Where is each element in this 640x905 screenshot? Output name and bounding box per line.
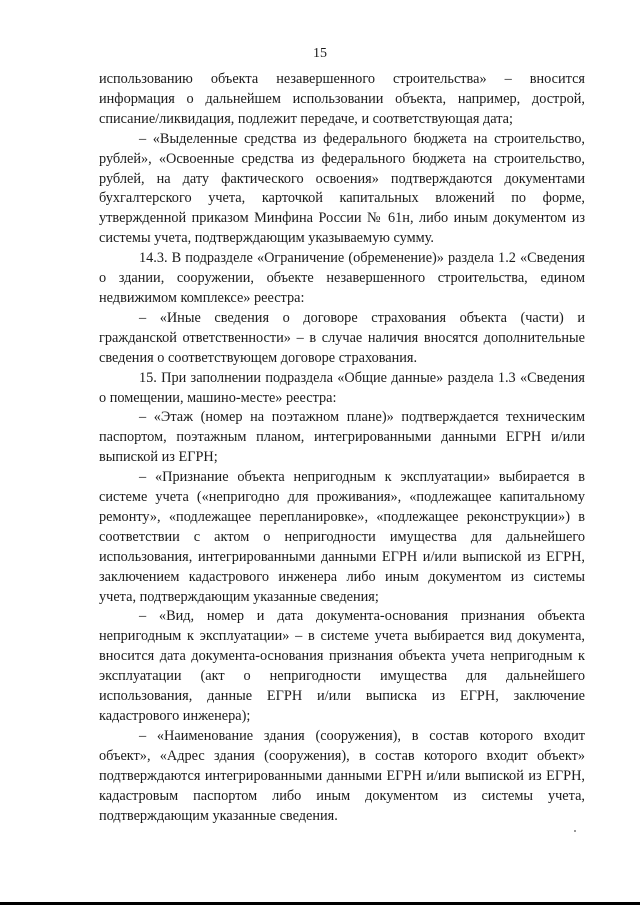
paragraph-federal-budget-funds: – «Выделенные средства из федерального бюджета на строительство, рублей», «Освоенные средства из федерального бюджета на строительство, рублей, на дату фактического освоения» подтверждаются документами бухгалтерского учета, карточкой капитальных вложений по форме, утвержденной приказом Минфина России № 61н, либо иным документом из системы учета, подтверждающим указываемую сумму.: [99, 130, 585, 247]
paragraph-building-name-address: – «Наименование здания (сооружения), в состав которого входит объект», «Адрес здания (сооружения), в состав которого входит объект» подтверждаются интегрированными данными ЕГРН и/или выпиской из ЕГРН, кадастровым паспортом либо иным документом из системы учета, подтверждающим указанные сведения.: [99, 727, 585, 824]
paragraph-basis-document: – «Вид, номер и дата документа-основания признания объекта непригодным к эксплуатации» – в системе учета выбирается вид документа, вносится дата документа-основания признания объекта учета непригодным к эксплуатации (акт о непригодности имущества для дальнейшего использования, данные ЕГРН и/или выписка из ЕГРН, заключение кадастрового инженера);: [99, 608, 585, 724]
paragraph-object-further-use: использованию объекта незавершенного строительства» – вносится информация о дальнейшем использовании объекта, например, дострой, списание/ликвидация, подлежит передаче, и соответствующая дата;: [99, 71, 585, 127]
paragraph-unfit-recognition: – «Признание объекта непригодным к эксплуатации» выбирается в системе учета («непригодно для проживания», «подлежащее капитальному ремонту», «подлежащее перепланировке», «подлежащее реконструкции») в соответствии с актом о непригодности имущества для дальнейшего использования, интегрированными данными ЕГРН и/или выпиской из ЕГРН, заключением кадастрового инженера либо иным документом из системы учета, подтверждающим указанные сведения;: [99, 469, 585, 605]
document-body: [99, 70, 585, 826]
scan-speck: [574, 830, 576, 832]
paragraph-floor: – «Этаж (номер на поэтажном плане)» подтверждается техническим паспортом, поэтажным планом, интегрированными данными ЕГРН и/или выпиской из ЕГРН;: [99, 409, 585, 466]
paragraph-15-general-data: 15. При заполнении подраздела «Общие данные» раздела 1.3 «Сведения о помещении, машино-месте» реестра:: [99, 369, 585, 406]
page-number: 15: [313, 46, 327, 61]
paragraph-14-3-restriction: 14.3. В подразделе «Ограничение (обременение)» раздела 1.2 «Сведения о здании, сооружении, объекте незавершенного строительства, едином недвижимом комплексе» реестра:: [99, 250, 585, 306]
paragraph-insurance-info: – «Иные сведения о договоре страхования объекта (части) и гражданской ответственности» – в случае наличия вносятся дополнительные сведения о соответствующем договоре страхования.: [99, 309, 585, 366]
